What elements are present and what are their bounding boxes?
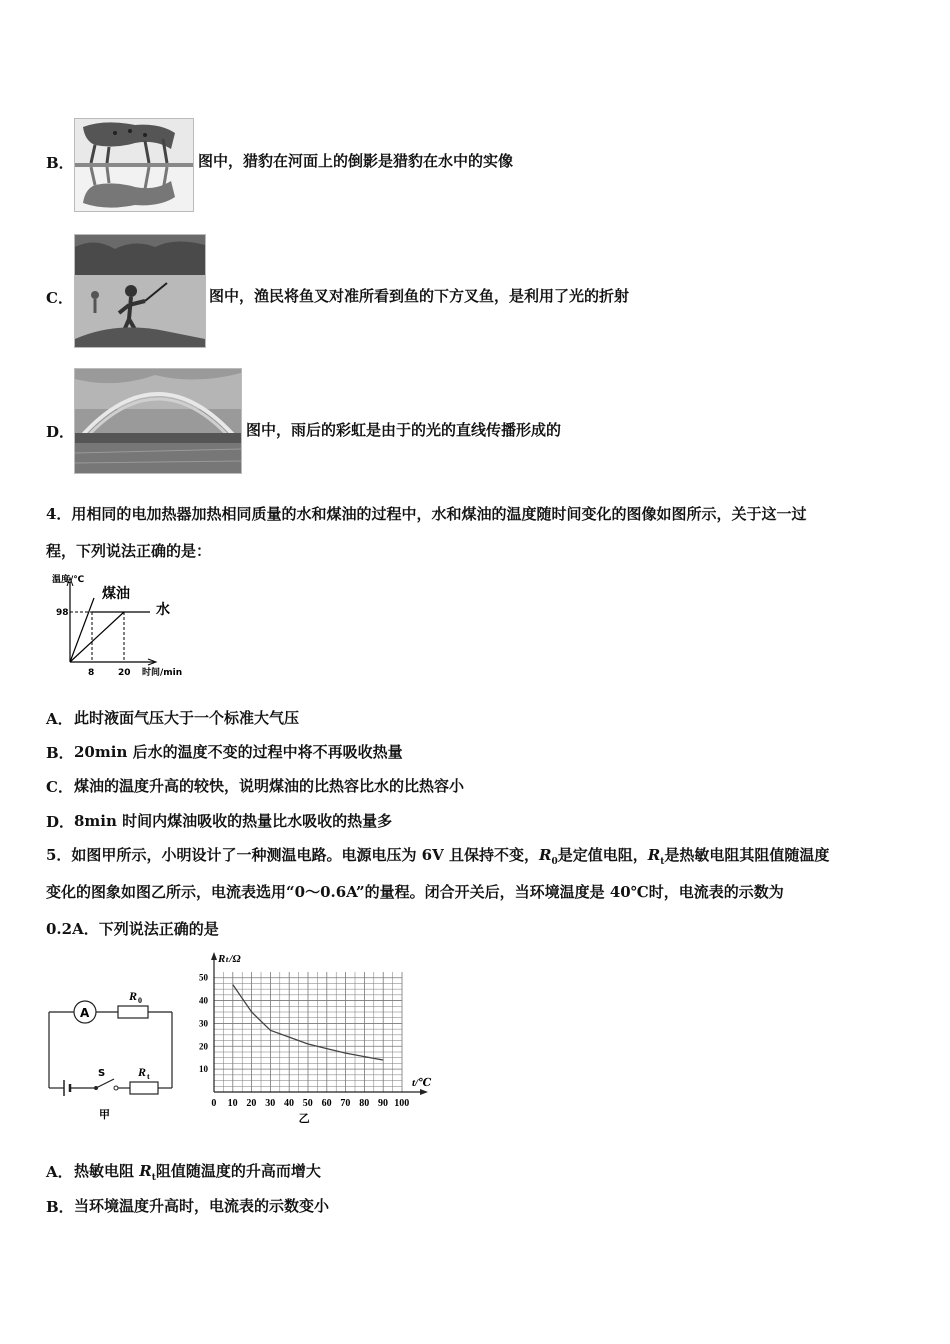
rt-subscript: t: [151, 1173, 156, 1183]
r0-subscript: 0: [138, 996, 142, 1005]
rt-symbol: R: [647, 846, 661, 864]
y-tick-label: 40: [199, 995, 208, 1006]
r0-subscript: 0: [551, 857, 558, 867]
x-axis-label: t/℃: [412, 1077, 432, 1089]
option-letter: B．: [46, 744, 74, 762]
r0-resistor-icon: [118, 1006, 148, 1018]
option-letter: C．: [46, 289, 73, 307]
y-tick-label: 30: [199, 1018, 208, 1029]
option-text: 图中，猎豹在河面上的倒影是猎豹在水中的实像: [198, 152, 514, 170]
x-axis-arrow: [420, 1089, 428, 1095]
cheetah-reflection-photo: [74, 118, 194, 212]
option-letter: B．: [46, 154, 74, 172]
y-tick-label: 10: [199, 1064, 208, 1075]
option-text: 煤油的温度升高的较快，说明煤油的比热容比水的比热容小: [74, 777, 465, 795]
q4-temperature-graph: [50, 572, 190, 682]
x-tick-label: 30: [265, 1098, 276, 1109]
ammeter-label: A: [80, 1006, 90, 1020]
x-tick-8: 8: [88, 668, 95, 678]
q5-text: 5．如图甲所示，小明设计了一种测温电路。电源电压为 6V 且保持不变，: [46, 846, 539, 864]
chart-caption: 乙: [298, 1112, 310, 1125]
q4-stem-line1: 4．用相同的电加热器加热相同质量的水和煤油的过程中，水和煤油的温度随时间变化的图像如图所示，关于这一过: [46, 505, 807, 523]
x-tick-label: 60: [321, 1098, 332, 1109]
rainbow-photo: [74, 368, 242, 474]
option-letter: D．: [46, 423, 75, 441]
option-letter: A．: [46, 710, 73, 728]
option-text: 图中，渔民将鱼叉对准所看到鱼的下方叉鱼，是利用了光的折射: [209, 287, 630, 305]
x-tick-20: 20: [118, 668, 131, 678]
switch-label: S: [98, 1068, 106, 1079]
q5-stem-line3: 0.2A．下列说法正确的是: [46, 920, 219, 938]
q5-stem-line2: 变化的图象如图乙所示，电流表选用“0～0.6A”的量程。闭合开关后，当环境温度是 40℃时，电流表的示数为: [46, 883, 784, 901]
water-label: 水: [156, 602, 170, 618]
q5-rt-chart: [196, 950, 436, 1126]
rt-label: R: [138, 1065, 147, 1079]
q5-stem-line1: [46, 845, 829, 872]
x-tick-label: 70: [340, 1098, 351, 1109]
switch-contact: [114, 1086, 118, 1090]
x-tick-label: 10: [227, 1098, 238, 1109]
rt-subscript: t: [147, 1072, 150, 1081]
q4-stem-line2: 程，下列说法正确的是：: [46, 542, 212, 560]
r0-label: R: [129, 989, 138, 1003]
x-tick-label: 40: [284, 1098, 294, 1109]
option-text: 当环境温度升高时，电流表的示数变小: [74, 1197, 330, 1215]
option-letter: D．: [46, 813, 75, 831]
q5-circuit-diagram: [44, 966, 184, 1126]
option-text: 20min 后水的温度不变的过程中将不再吸收热量: [74, 743, 403, 761]
y-axis-label: 温度/℃: [52, 575, 85, 585]
option-text-part: 热敏电阻: [74, 1162, 140, 1180]
y-tick-98: 98: [56, 608, 69, 618]
x-tick-label: 100: [394, 1098, 410, 1109]
y-tick-label: 50: [199, 972, 208, 983]
option-letter: B．: [46, 1198, 74, 1216]
x-axis-label: 时间/min: [142, 668, 183, 678]
switch-icon: [96, 1079, 114, 1088]
x-tick-label: 0: [211, 1098, 217, 1109]
option-letter: C．: [46, 778, 73, 796]
chart-grid: [214, 972, 402, 1092]
y-axis-arrow: [211, 952, 217, 960]
option-text: 8min 时间内煤油吸收的热量比水吸收的热量多: [74, 812, 393, 830]
x-tick-label: 80: [359, 1098, 370, 1109]
x-tick-label: 90: [378, 1098, 388, 1109]
q5-text: 是热敏电阻其阻值随温度: [664, 846, 830, 864]
rt-thermistor-icon: [130, 1082, 158, 1094]
option-text: 图中，雨后的彩虹是由于的光的直线传播形成的: [246, 421, 562, 439]
fisherman-photo: [74, 234, 206, 348]
rt-subscript: t: [660, 857, 665, 867]
option-text: 此时液面气压大于一个标准大气压: [74, 709, 300, 727]
option-text-part: 阻值随温度的升高而增大: [155, 1162, 321, 1180]
circuit-caption: 甲: [99, 1108, 110, 1121]
x-tick-label: 50: [302, 1098, 313, 1109]
kerosene-line: [70, 598, 94, 662]
kerosene-label: 煤油: [102, 586, 130, 602]
rt-symbol: R: [139, 1162, 152, 1180]
option-letter: A．: [46, 1163, 73, 1181]
y-axis-label: Rₜ/Ω: [218, 953, 241, 965]
option-text: [74, 1161, 321, 1188]
x-tick-label: 20: [246, 1098, 257, 1109]
r0-symbol: R: [538, 846, 552, 864]
y-tick-label: 20: [199, 1041, 208, 1052]
water-rising-line: [70, 612, 124, 662]
q5-text: 是定值电阻，: [557, 846, 648, 864]
